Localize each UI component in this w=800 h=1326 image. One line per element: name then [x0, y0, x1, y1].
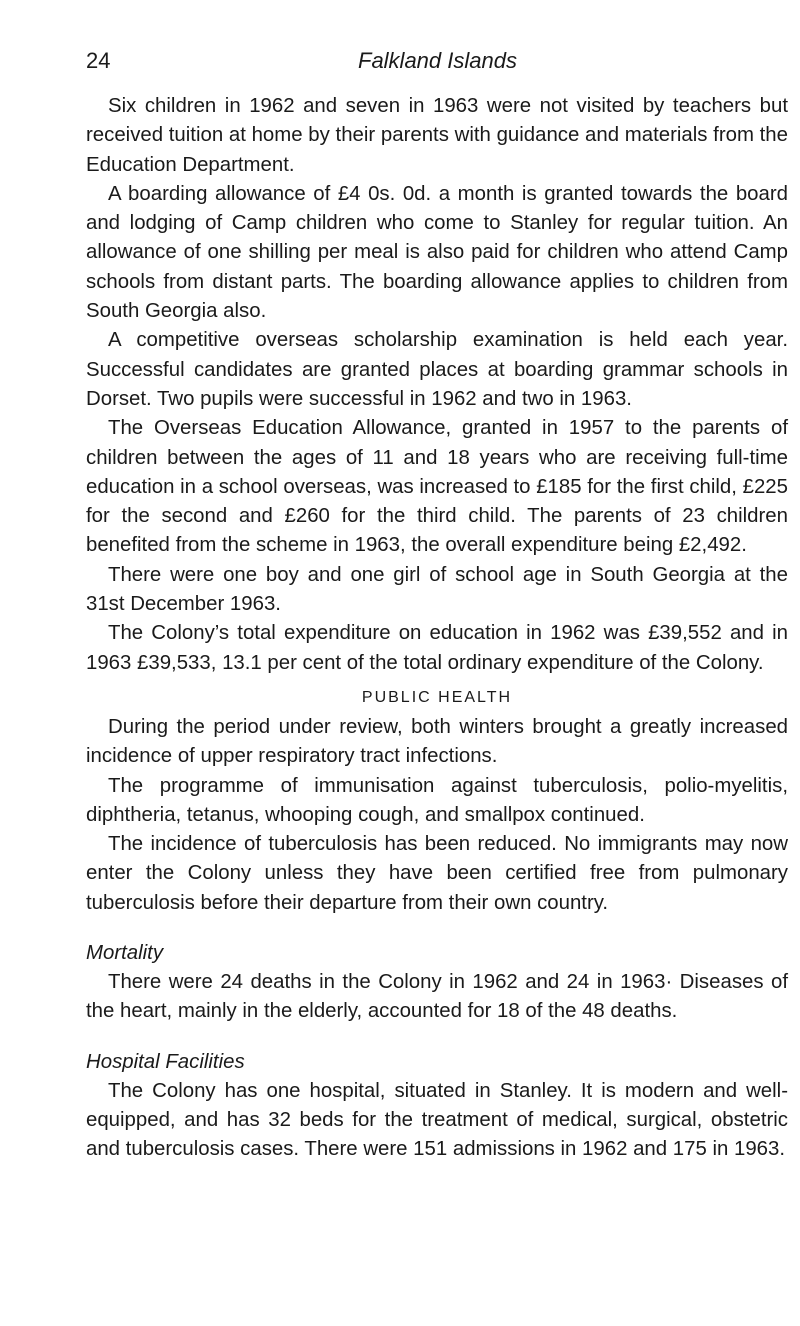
public-health-paragraph-1: During the period under review, both winters brought a greatly increased incidence of upper respiratory tract infections. [86, 715, 788, 768]
education-paragraph-3: A competitive overseas scholarship examination is held each year. Successful candidates are granted places at boarding grammar schools in Dorset. Two pupils were successful in 1962 and two in 1963. [86, 329, 788, 410]
page-number: 24 [86, 48, 111, 73]
education-paragraph-2: A boarding allowance of £4 0s. 0d. a month is granted towards the board and lodging of Camp children who come to Stanley for regular tuition. An allowance of one shilling per meal is also paid for children who attend Camp schools from distant parts. The boarding allowance applies to children from South Georgia also. [86, 182, 788, 323]
hospital-facilities-heading: Hospital Facilities [86, 1050, 245, 1073]
body-text [86, 92, 788, 1165]
education-paragraph-5: There were one boy and one girl of school age in South Georgia at the 31st December 1963. [86, 563, 788, 616]
mortality-heading: Mortality [86, 942, 164, 965]
mortality-paragraph: There were 24 deaths in the Colony in 1962 and 24 in 1963· Diseases of the heart, mainly in the elderly, accounted for 18 of the 48 deaths. [86, 971, 788, 1023]
public-health-heading: PUBLIC HEALTH [361, 688, 513, 706]
public-health-paragraph-2: The programme of immunisation against tuberculosis, polio-myelitis, diphtheria, tetanus, whooping cough, and smallpox continued. [86, 774, 788, 826]
public-health-paragraph-3: The incidence of tuberculosis has been reduced. No immigrants may now enter the Colony unless they have been certified free from pulmonary tuberculosis before their departure from their own country. [86, 833, 788, 914]
hospital-facilities-paragraph: The Colony has one hospital, situated in Stanley. It is modern and well-equipped, and has 32 beds for the treatment of medical, surgical, obstetric and tuberculosis cases. There were 151 admissions in 1962 and 175 in 1963. [86, 1079, 788, 1161]
running-header [86, 48, 776, 78]
running-title: Falkland Islands [358, 48, 517, 73]
education-paragraph-6: The Colony’s total expenditure on education in 1962 was £39,552 and in 1963 £39,533, 13.1 per cent of the total ordinary expenditure of the Colony. [86, 622, 788, 674]
education-paragraph-4: The Overseas Education Allowance, granted in 1957 to the parents of children between the ages of 11 and 18 years who are receiving full-time education in a school overseas, was increased to £185 for the first child, £225 for the second and £260 for the third child. The parents of 23 children benefited from the scheme in 1963, the overall expenditure being £2,492. [86, 417, 788, 557]
education-paragraph-1: Six children in 1962 and seven in 1963 were not visited by teachers but received tuition at home by their parents with guidance and materials from the Education Department. [86, 95, 788, 176]
